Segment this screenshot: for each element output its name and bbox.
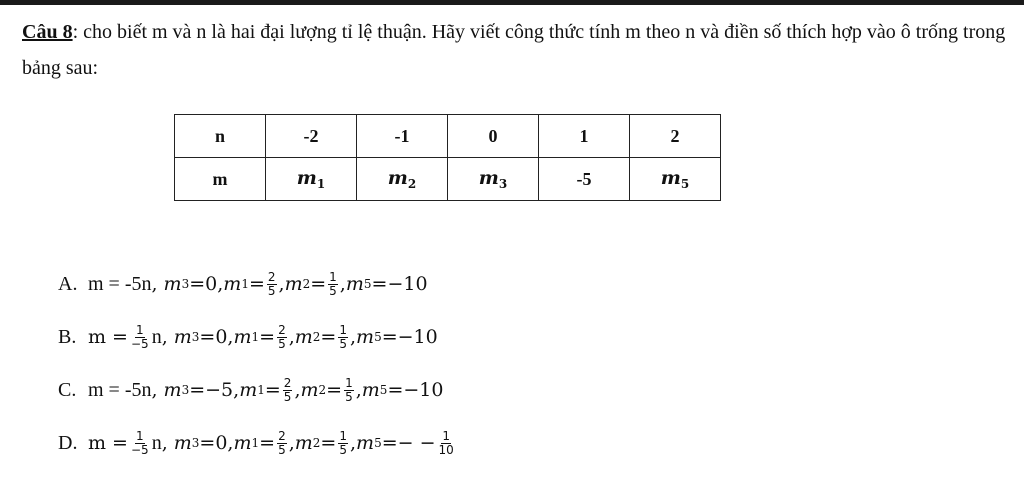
option-d[interactable]: D. m = $\frac{1}{-5}$ n , m 3 = 0 , m 1 = $\frac{2}{5}$ , m 2 = $\frac{1}{5}$ , m 5 = − − $\frac{1}{10}$ [58, 428, 454, 457]
m-var: m [478, 167, 499, 189]
table-row-m [175, 158, 721, 201]
option-formula: m = -5n [88, 272, 152, 295]
m1-fraction: $\frac{2}{5}$ [267, 269, 276, 298]
m5-prefix: − − [397, 432, 436, 454]
table-cell: 0 [448, 115, 539, 158]
m5-value: −10 [397, 326, 438, 348]
value-table [174, 114, 721, 201]
m1-fraction: $\frac{2}{5}$ [278, 428, 286, 457]
m5-fraction: $\frac{1}{10}$ [438, 428, 454, 457]
top-border [0, 0, 1024, 5]
m3-value: −5 [205, 379, 234, 401]
question-label: Câu 8 [22, 21, 73, 43]
formula-var: n [151, 431, 162, 454]
table-cell: m [175, 158, 266, 201]
option-formula: m = -5n [88, 378, 152, 401]
m-subscript: 5 [680, 177, 690, 191]
table-cell [630, 158, 721, 201]
table-cell [448, 158, 539, 201]
m-subscript: 2 [407, 177, 417, 191]
m1-fraction: $\frac{2}{5}$ [278, 322, 286, 351]
m-subscript: 1 [316, 177, 326, 191]
m2-fraction: $\frac{1}{5}$ [329, 269, 337, 298]
m2-fraction: $\frac{1}{5}$ [339, 322, 347, 351]
table-cell: 2 [630, 115, 721, 158]
m-var: m [296, 167, 317, 189]
table-row-n [175, 115, 721, 158]
option-label: D. [58, 431, 78, 454]
m3-value: 0 [215, 432, 228, 454]
formula-fraction: $\frac{1}{-5}$ [130, 322, 149, 351]
formula-fraction: $\frac{1}{-5}$ [130, 428, 149, 457]
table-cell [357, 158, 448, 201]
m5-value: −10 [403, 379, 444, 401]
table-cell: -2 [266, 115, 357, 158]
m-subscript: 3 [498, 177, 508, 191]
m3-value: 0 [215, 326, 228, 348]
option-c[interactable]: C. m = -5n , m 3 = −5 , m 1 = $\frac{2}{5}$ , m 2 = $\frac{1}{5}$ , m 5 = −10 [58, 375, 444, 404]
question-text [22, 14, 1012, 86]
m2-fraction: $\frac{1}{5}$ [339, 428, 347, 457]
option-b[interactable]: B. m = $\frac{1}{-5}$ n , m 3 = 0 , m 1 = $\frac{2}{5}$ , m 2 = $\frac{1}{5}$ , m 5 = −10 [58, 322, 438, 351]
table-cell: -1 [357, 115, 448, 158]
option-label: B. [58, 325, 77, 348]
option-label: C. [58, 378, 77, 401]
m2-fraction: $\frac{1}{5}$ [345, 375, 353, 404]
m-var: m [660, 167, 681, 189]
table-cell [266, 158, 357, 201]
table-cell: 1 [539, 115, 630, 158]
table-cell: n [175, 115, 266, 158]
table-cell: -5 [539, 158, 630, 201]
formula-var: n [151, 325, 162, 348]
option-label: A. [58, 272, 78, 295]
question-body: : cho biết m và n là hai đại lượng tỉ lệ thuận. Hãy viết công thức tính m theo n và điền số thích hợp vào ô trống trong bảng sau: [22, 21, 1006, 79]
m-var: m [387, 167, 408, 189]
m5-value: −10 [387, 273, 428, 295]
m3-value: 0 [205, 273, 218, 295]
option-a[interactable]: A. m = -5n , m 3 = 0 , m 1 = $\frac{2}{5}$ , m 2 = $\frac{1}{5}$ , m 5 = −10 [58, 269, 428, 298]
m1-fraction: $\frac{2}{5}$ [283, 375, 292, 404]
